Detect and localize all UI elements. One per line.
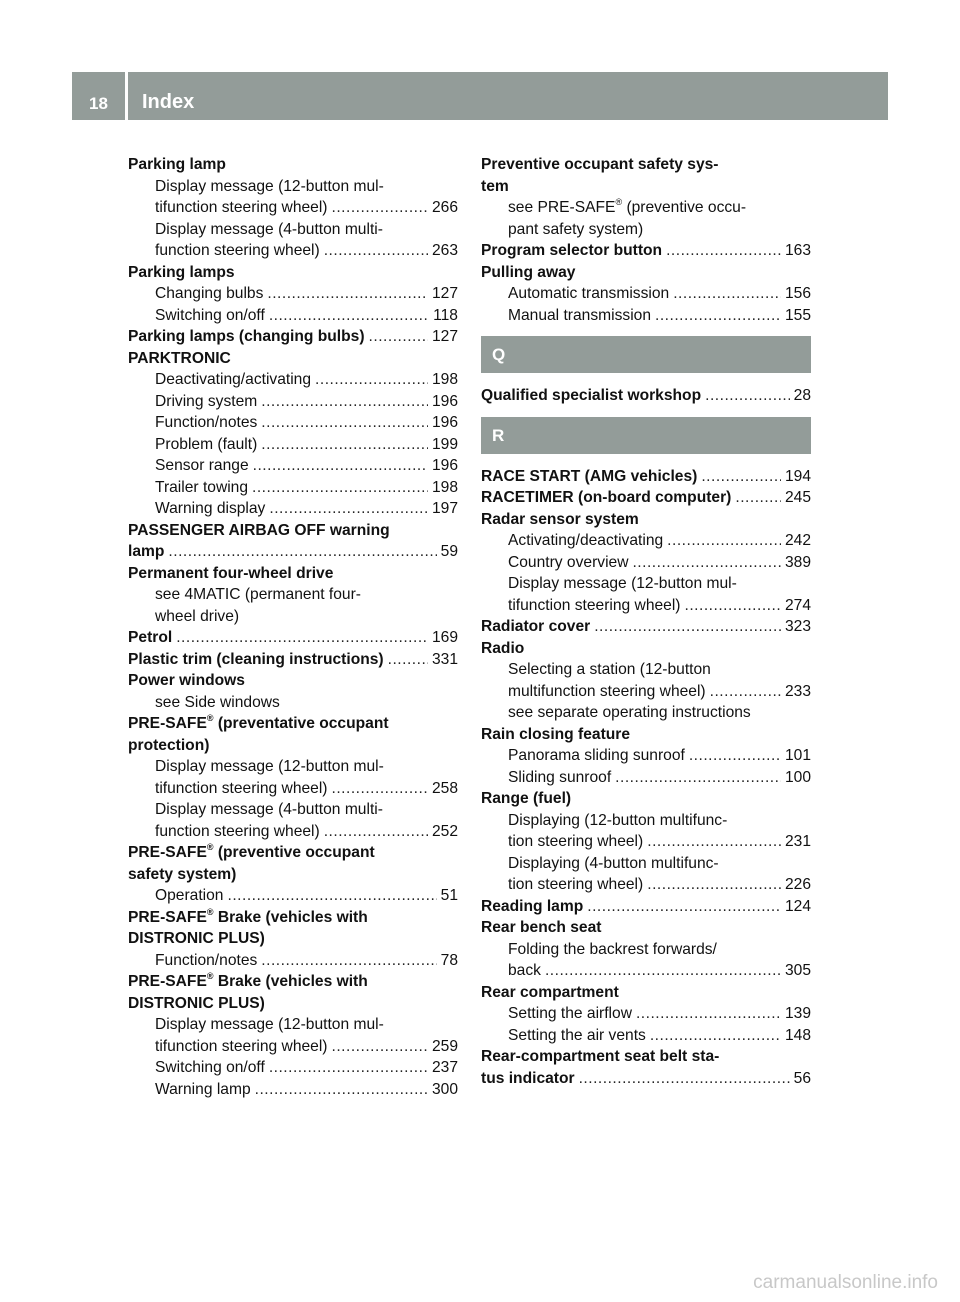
entry-text: DISTRONIC PLUS) <box>128 994 265 1012</box>
index-subentry <box>481 552 811 574</box>
watermark: carmanualsonline.info <box>753 1272 938 1293</box>
entry-text: Country overview <box>508 553 629 571</box>
page-reference: 148 <box>784 1026 811 1044</box>
index-entry <box>481 638 811 660</box>
page-reference: 197 <box>431 500 458 517</box>
entry-text: safety system) <box>128 865 237 883</box>
index-entry <box>128 670 458 692</box>
index-entry <box>481 1046 811 1068</box>
page-reference: 259 <box>431 1037 458 1055</box>
entry-text: Parking lamp <box>128 156 226 173</box>
index-entry <box>128 735 458 757</box>
entry-text: Display message (4-button multi- <box>155 801 383 818</box>
page-number: 18 <box>89 94 108 113</box>
entry-text: Folding the backrest forwards/ <box>508 940 717 958</box>
page-reference: 155 <box>784 306 811 324</box>
dot-leader <box>650 1025 781 1047</box>
index-entry <box>481 154 811 176</box>
index-entry <box>481 466 811 488</box>
entry-text: tifunction steering wheel) <box>155 199 328 216</box>
entry-text: PRE-SAFE® (preventative occupant <box>128 713 389 732</box>
page-reference: 28 <box>793 387 811 404</box>
page-reference: 196 <box>431 457 458 474</box>
index-subentry <box>481 197 811 219</box>
page-reference: 127 <box>431 285 458 302</box>
index-entry <box>481 176 811 198</box>
index-subentry <box>128 455 458 477</box>
page-reference: 56 <box>793 1069 811 1087</box>
index-subentry <box>481 874 811 896</box>
index-entry <box>128 907 458 929</box>
index-entry <box>128 713 458 735</box>
index-subentry <box>481 939 811 961</box>
dot-leader <box>710 681 781 703</box>
dot-leader <box>636 1003 781 1025</box>
entry-text: tus indicator <box>481 1069 575 1087</box>
dot-leader <box>587 896 781 918</box>
dot-leader <box>647 874 781 896</box>
entry-text: Driving system <box>155 392 258 410</box>
page-reference: 331 <box>431 650 458 668</box>
index-letter-heading: Q <box>481 336 811 373</box>
entry-text: multifunction steering wheel) <box>508 682 706 700</box>
index-subentry <box>481 659 811 681</box>
dot-leader <box>685 595 781 617</box>
entry-text: Display message (12-button mul- <box>155 177 384 195</box>
entry-text: Sensor range <box>155 457 249 474</box>
entry-text: Changing bulbs <box>155 285 264 302</box>
index-column-right <box>481 154 811 1089</box>
entry-text: DISTRONIC PLUS) <box>128 930 265 947</box>
entry-text: tion steering wheel) <box>508 833 644 850</box>
entry-text: wheel drive) <box>155 607 240 625</box>
page-reference: 233 <box>784 682 811 700</box>
index-subentry <box>128 1079 458 1101</box>
index-entry <box>128 262 458 284</box>
entry-text: RACETIMER (on-board computer) <box>481 489 732 506</box>
index-entry <box>128 520 458 542</box>
index-entry <box>481 385 811 407</box>
dot-leader <box>673 283 781 305</box>
dot-leader <box>615 767 781 789</box>
page-reference: 100 <box>784 768 811 786</box>
registered-mark: ® <box>206 713 214 723</box>
entry-text: Program selector button <box>481 242 663 259</box>
entry-text: Reading lamp <box>481 897 584 915</box>
entry-text: Qualified specialist workshop <box>481 387 702 404</box>
entry-text: Parking lamps <box>128 263 235 281</box>
entry-text: Rain closing feature <box>481 725 631 743</box>
entry-text: Trailer towing <box>155 478 249 496</box>
index-entry <box>481 487 811 509</box>
index-subentry <box>128 391 458 413</box>
entry-text: see separate operating instructions <box>508 704 751 721</box>
page-reference: 124 <box>784 897 811 915</box>
entry-text: Problem (fault) <box>155 435 258 453</box>
index-subentry <box>481 745 811 767</box>
index-entry <box>128 971 458 993</box>
entry-text: PASSENGER AIRBAG OFF warning <box>128 521 390 539</box>
entry-text: Radar sensor system <box>481 510 639 528</box>
page-reference: 274 <box>784 596 811 614</box>
index-subentry <box>128 197 458 219</box>
page-reference: 263 <box>431 242 458 259</box>
index-subentry <box>481 219 811 241</box>
entry-text: Selecting a station (12-button <box>508 661 711 678</box>
page-reference: 300 <box>431 1080 458 1098</box>
entry-text: back <box>508 962 541 979</box>
index-subentry <box>128 477 458 499</box>
index-entry <box>128 928 458 950</box>
page-reference: 237 <box>431 1059 458 1076</box>
dot-leader <box>253 455 428 477</box>
page-reference: 169 <box>431 629 458 646</box>
page-reference: 245 <box>784 489 811 506</box>
entry-text: Rear compartment <box>481 983 619 1001</box>
dot-leader <box>261 412 428 434</box>
dot-leader <box>261 434 428 456</box>
index-entry <box>481 240 811 262</box>
dot-leader <box>369 326 428 348</box>
index-subentry <box>481 530 811 552</box>
index-subentry <box>128 778 458 800</box>
dot-leader <box>255 1079 428 1101</box>
dot-leader <box>666 240 781 262</box>
dot-leader <box>735 487 781 509</box>
entry-text: Radiator cover <box>481 618 591 635</box>
entry-text: tem <box>481 177 509 195</box>
entry-text: Setting the airflow <box>508 1005 632 1022</box>
dot-leader <box>594 616 781 638</box>
entry-text: Activating/deactivating <box>508 532 664 549</box>
entry-text: PARKTRONIC <box>128 349 231 367</box>
page-reference: 389 <box>784 553 811 571</box>
index-subentry <box>128 434 458 456</box>
page-reference: 252 <box>431 822 458 840</box>
index-subentry <box>481 305 811 327</box>
entry-text: Operation <box>155 887 224 904</box>
entry-text: Pulling away <box>481 263 576 281</box>
page-reference: 226 <box>784 876 811 893</box>
index-subentry <box>128 369 458 391</box>
index-subentry <box>128 821 458 843</box>
index-entry <box>481 616 811 638</box>
page-reference: 266 <box>431 199 458 216</box>
dot-leader <box>168 541 436 563</box>
index-entry <box>481 896 811 918</box>
dot-leader <box>701 466 781 488</box>
dot-leader <box>227 885 436 907</box>
entry-text: Warning lamp <box>155 1080 251 1098</box>
entry-text: Display message (12-button mul- <box>155 1016 384 1033</box>
index-subentry <box>481 960 811 982</box>
entry-text: Displaying (4-button multifunc- <box>508 854 719 872</box>
dot-leader <box>267 283 428 305</box>
entry-text: RACE START (AMG vehicles) <box>481 467 698 485</box>
entry-text: Preventive occupant safety sys- <box>481 156 719 173</box>
index-subentry <box>481 702 811 724</box>
page-reference: 258 <box>431 779 458 797</box>
index-subentry <box>128 692 458 714</box>
dot-leader <box>388 649 428 671</box>
dot-leader <box>324 240 428 262</box>
entry-text: Plastic trim (cleaning instructions) <box>128 650 384 668</box>
index-subentry <box>128 1036 458 1058</box>
entry-text: Switching on/off <box>155 1059 265 1076</box>
index-subentry <box>481 853 811 875</box>
header-divider <box>125 72 128 120</box>
dot-leader <box>632 552 781 574</box>
page-reference: 118 <box>433 306 458 324</box>
entry-text: lamp <box>128 543 165 560</box>
index-subentry <box>481 681 811 703</box>
index-subentry <box>481 1003 811 1025</box>
dot-leader <box>176 627 428 649</box>
dot-leader <box>545 960 781 982</box>
index-entry <box>128 649 458 671</box>
dot-leader <box>579 1068 790 1090</box>
dot-leader <box>261 950 436 972</box>
index-entry <box>128 842 458 864</box>
entry-text: protection) <box>128 736 210 754</box>
entry-text: PRE-SAFE® (preventive occupant <box>128 842 375 861</box>
entry-text: Rear bench seat <box>481 919 602 936</box>
entry-text: pant safety system) <box>508 220 644 238</box>
entry-text: PRE-SAFE® Brake (vehicles with <box>128 906 368 926</box>
index-entry <box>481 262 811 284</box>
index-entry <box>481 788 811 810</box>
dot-leader <box>655 305 781 327</box>
page-reference: 231 <box>784 833 811 850</box>
entry-text: Petrol <box>128 629 173 646</box>
entry-text: Sliding sunroof <box>508 768 612 786</box>
entry-text: tifunction steering wheel) <box>155 779 328 797</box>
index-subentry <box>481 573 811 595</box>
page-reference: 156 <box>784 285 811 302</box>
index-subentry <box>128 1014 458 1036</box>
page-reference: 78 <box>440 951 458 969</box>
index-entry <box>128 541 458 563</box>
entry-text: Switching on/off <box>155 306 265 324</box>
index-entry <box>128 993 458 1015</box>
index-entry <box>481 982 811 1004</box>
dot-leader <box>252 477 428 499</box>
entry-text: function steering wheel) <box>155 242 320 259</box>
index-entry <box>481 1068 811 1090</box>
entry-text: function steering wheel) <box>155 822 320 840</box>
page-reference: 198 <box>431 478 458 496</box>
entry-text: Panorama sliding sunroof <box>508 747 685 764</box>
dot-leader <box>667 530 781 552</box>
page-reference: 196 <box>431 414 458 431</box>
entry-text: see 4MATIC (permanent four- <box>155 586 361 603</box>
index-subentry <box>128 799 458 821</box>
index-subentry <box>128 219 458 241</box>
page-reference: 196 <box>431 392 458 410</box>
index-subentry <box>128 885 458 907</box>
index-subentry <box>481 1025 811 1047</box>
index-entry <box>481 509 811 531</box>
page-title: Index <box>142 91 195 113</box>
index-entry <box>128 627 458 649</box>
index-entry <box>481 724 811 746</box>
dot-leader <box>332 778 428 800</box>
index-subentry <box>128 498 458 520</box>
page-reference: 242 <box>784 532 811 549</box>
entry-text: Automatic transmission <box>508 285 670 302</box>
entry-text: Setting the air vents <box>508 1026 646 1044</box>
page-reference: 139 <box>784 1005 811 1022</box>
registered-mark: ® <box>615 197 623 207</box>
entry-text: see Side windows <box>155 693 280 711</box>
entry-text: Range (fuel) <box>481 790 572 807</box>
index-subentry <box>128 176 458 198</box>
entry-text: Parking lamps (changing bulbs) <box>128 328 365 345</box>
index-entry <box>128 563 458 585</box>
index-entry <box>481 917 811 939</box>
dot-leader <box>269 1057 428 1079</box>
index-subentry <box>481 595 811 617</box>
entry-text: Displaying (12-button multifunc- <box>508 811 728 829</box>
registered-mark: ® <box>206 842 214 852</box>
page-reference: 194 <box>784 467 811 485</box>
index-letter-heading: R <box>481 417 811 454</box>
page-reference: 51 <box>440 887 458 904</box>
dot-leader <box>269 305 429 327</box>
entry-text: tifunction steering wheel) <box>508 596 681 614</box>
index-subentry <box>128 1057 458 1079</box>
dot-leader <box>315 369 428 391</box>
entry-text: Power windows <box>128 672 245 689</box>
dot-leader <box>269 498 428 520</box>
dot-leader <box>647 831 781 853</box>
index-subentry <box>128 950 458 972</box>
dot-leader <box>705 385 790 407</box>
index-entry <box>128 864 458 886</box>
dot-leader <box>324 821 428 843</box>
registered-mark: ® <box>206 906 214 917</box>
index-subentry <box>128 606 458 628</box>
dot-leader <box>332 197 428 219</box>
registered-mark: ® <box>206 971 214 981</box>
entry-text: see PRE-SAFE® (preventive occu- <box>508 197 747 216</box>
entry-text: Display message (12-button mul- <box>508 575 737 592</box>
page-header <box>72 72 888 120</box>
page-reference: 163 <box>784 242 811 259</box>
entry-text: PRE-SAFE® Brake (vehicles with <box>128 971 368 990</box>
page-reference: 127 <box>431 328 458 345</box>
index-subentry <box>481 831 811 853</box>
page-reference: 59 <box>440 543 458 560</box>
entry-text: Warning display <box>155 500 266 517</box>
index-subentry <box>128 584 458 606</box>
entry-text: Permanent four-wheel drive <box>128 564 334 582</box>
index-subentry <box>481 283 811 305</box>
entry-text: Radio <box>481 639 525 657</box>
page-reference: 199 <box>431 435 458 453</box>
dot-leader <box>332 1036 428 1058</box>
entry-text: Function/notes <box>155 414 258 431</box>
entry-text: Display message (12-button mul- <box>155 758 384 775</box>
index-entry <box>128 154 458 176</box>
page-reference: 198 <box>431 371 458 388</box>
index-entry <box>128 348 458 370</box>
index-subentry <box>481 767 811 789</box>
page-reference: 101 <box>784 747 811 764</box>
dot-leader <box>689 745 781 767</box>
entry-text: Display message (4-button multi- <box>155 220 383 238</box>
page-reference: 305 <box>784 962 811 979</box>
index-entry <box>128 326 458 348</box>
entry-text: Manual transmission <box>508 306 652 324</box>
index-subentry <box>481 810 811 832</box>
index-subentry <box>128 240 458 262</box>
index-subentry <box>128 283 458 305</box>
page-reference: 323 <box>784 618 811 635</box>
entry-text: Function/notes <box>155 951 258 969</box>
index-subentry <box>128 412 458 434</box>
entry-text: Rear-compartment seat belt sta- <box>481 1048 720 1065</box>
index-column-left <box>128 154 458 1100</box>
entry-text: tifunction steering wheel) <box>155 1037 328 1055</box>
dot-leader <box>261 391 428 413</box>
index-subentry <box>128 756 458 778</box>
entry-text: Deactivating/activating <box>155 371 312 388</box>
index-subentry <box>128 305 458 327</box>
entry-text: tion steering wheel) <box>508 876 644 893</box>
